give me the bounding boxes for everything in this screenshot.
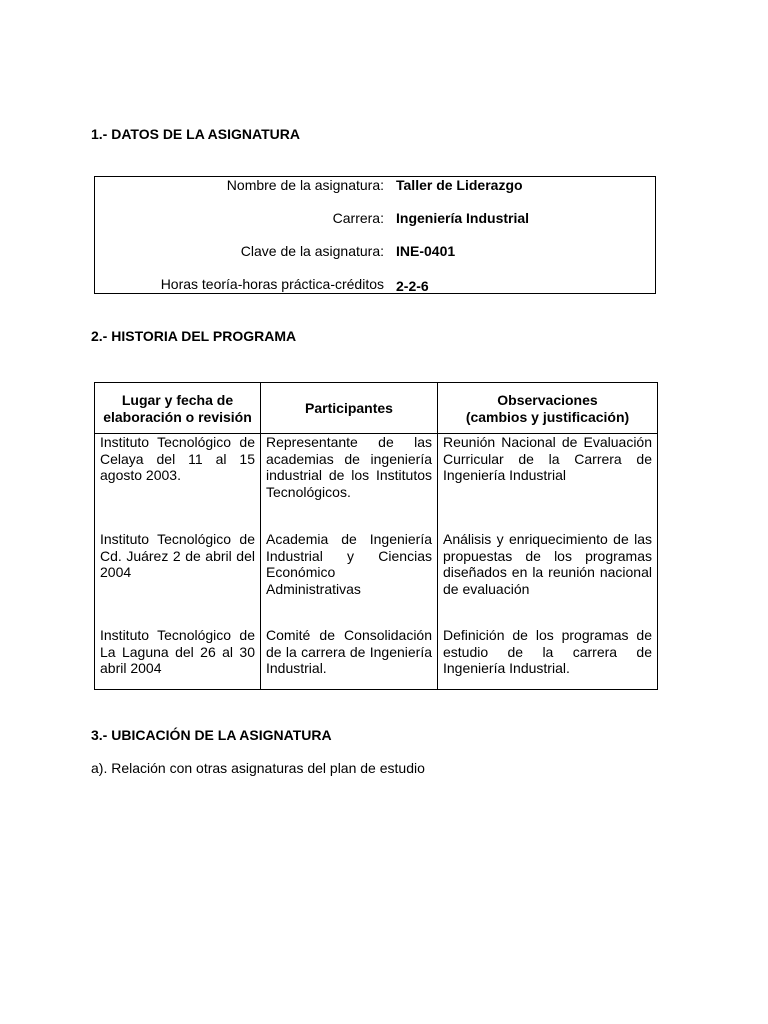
cell-participantes [261, 531, 438, 627]
datos-row-nombre [95, 177, 655, 197]
cell-lugar-text: Instituto Tecnológico de La Laguna del 26 al 30 abril 2004 [100, 627, 255, 676]
cell-observaciones-text: Análisis y enriquecimiento de las propuestas de los programas diseñados en la reunión nacional de evaluación [443, 531, 652, 597]
historia-table [94, 382, 658, 690]
nombre-label: Nombre de la asignatura: [226, 177, 384, 193]
cell-observaciones [438, 531, 658, 627]
cell-participantes [261, 434, 438, 532]
datos-row-carrera [95, 210, 655, 230]
header-observaciones [438, 383, 658, 434]
table-row [95, 434, 658, 532]
section-3-heading: 3.- UBICACIÓN DE LA ASIGNATURA [91, 727, 332, 743]
cell-participantes-text: Representante de las academias de ingeniería industrial de los Institutos Tecnológicos. [266, 434, 432, 500]
cell-lugar-text: Instituto Tecnológico de Celaya del 11 al 15 agosto 2003. [100, 434, 255, 483]
cell-observaciones [438, 627, 658, 690]
cell-observaciones-text: Reunión Nacional de Evaluación Curricular de la Carrera de Ingeniería Industrial [443, 434, 652, 483]
horas-value: 2-2-6 [396, 278, 429, 294]
header-observaciones-sub: (cambios y justificación) [465, 408, 630, 425]
datos-asignatura-box [94, 176, 656, 294]
datos-row-clave [95, 243, 655, 263]
carrera-label: Carrera: [332, 210, 384, 226]
nombre-value: Taller de Liderazgo [396, 177, 523, 193]
cell-lugar [95, 531, 261, 627]
header-participantes: Participantes [261, 383, 438, 434]
section-2-heading: 2.- HISTORIA DEL PROGRAMA [91, 328, 297, 344]
horas-label: Horas teoría-horas práctica-créditos [160, 276, 384, 292]
cell-lugar-text: Instituto Tecnológico de Cd. Juárez 2 de abril del 2004 [100, 531, 255, 580]
carrera-value: Ingeniería Industrial [396, 210, 530, 226]
datos-row-horas [95, 276, 655, 296]
cell-observaciones [438, 434, 658, 532]
cell-participantes-text: Academia de Ingeniería Industrial y Ciencias Económico Administrativas [266, 531, 432, 597]
header-lugar: Lugar y fecha de elaboración o revisión [95, 383, 261, 434]
cell-participantes [261, 627, 438, 690]
clave-value: INE-0401 [396, 243, 456, 259]
table-header-row [95, 383, 658, 434]
table-row [95, 531, 658, 627]
cell-lugar [95, 434, 261, 532]
cell-observaciones-text: Definición de los programas de estudio de la carrera de Ingeniería Industrial. [443, 627, 652, 676]
section-1-heading: 1.- DATOS DE LA ASIGNATURA [91, 126, 300, 142]
clave-label: Clave de la asignatura: [240, 243, 384, 259]
table-row [95, 627, 658, 690]
cell-participantes-text: Comité de Consolidación de la carrera de Ingeniería Industrial. [266, 627, 432, 676]
header-observaciones-title: Observaciones [497, 392, 598, 408]
cell-lugar [95, 627, 261, 690]
relacion-paragraph: a). Relación con otras asignaturas del plan de estudio [91, 760, 425, 776]
